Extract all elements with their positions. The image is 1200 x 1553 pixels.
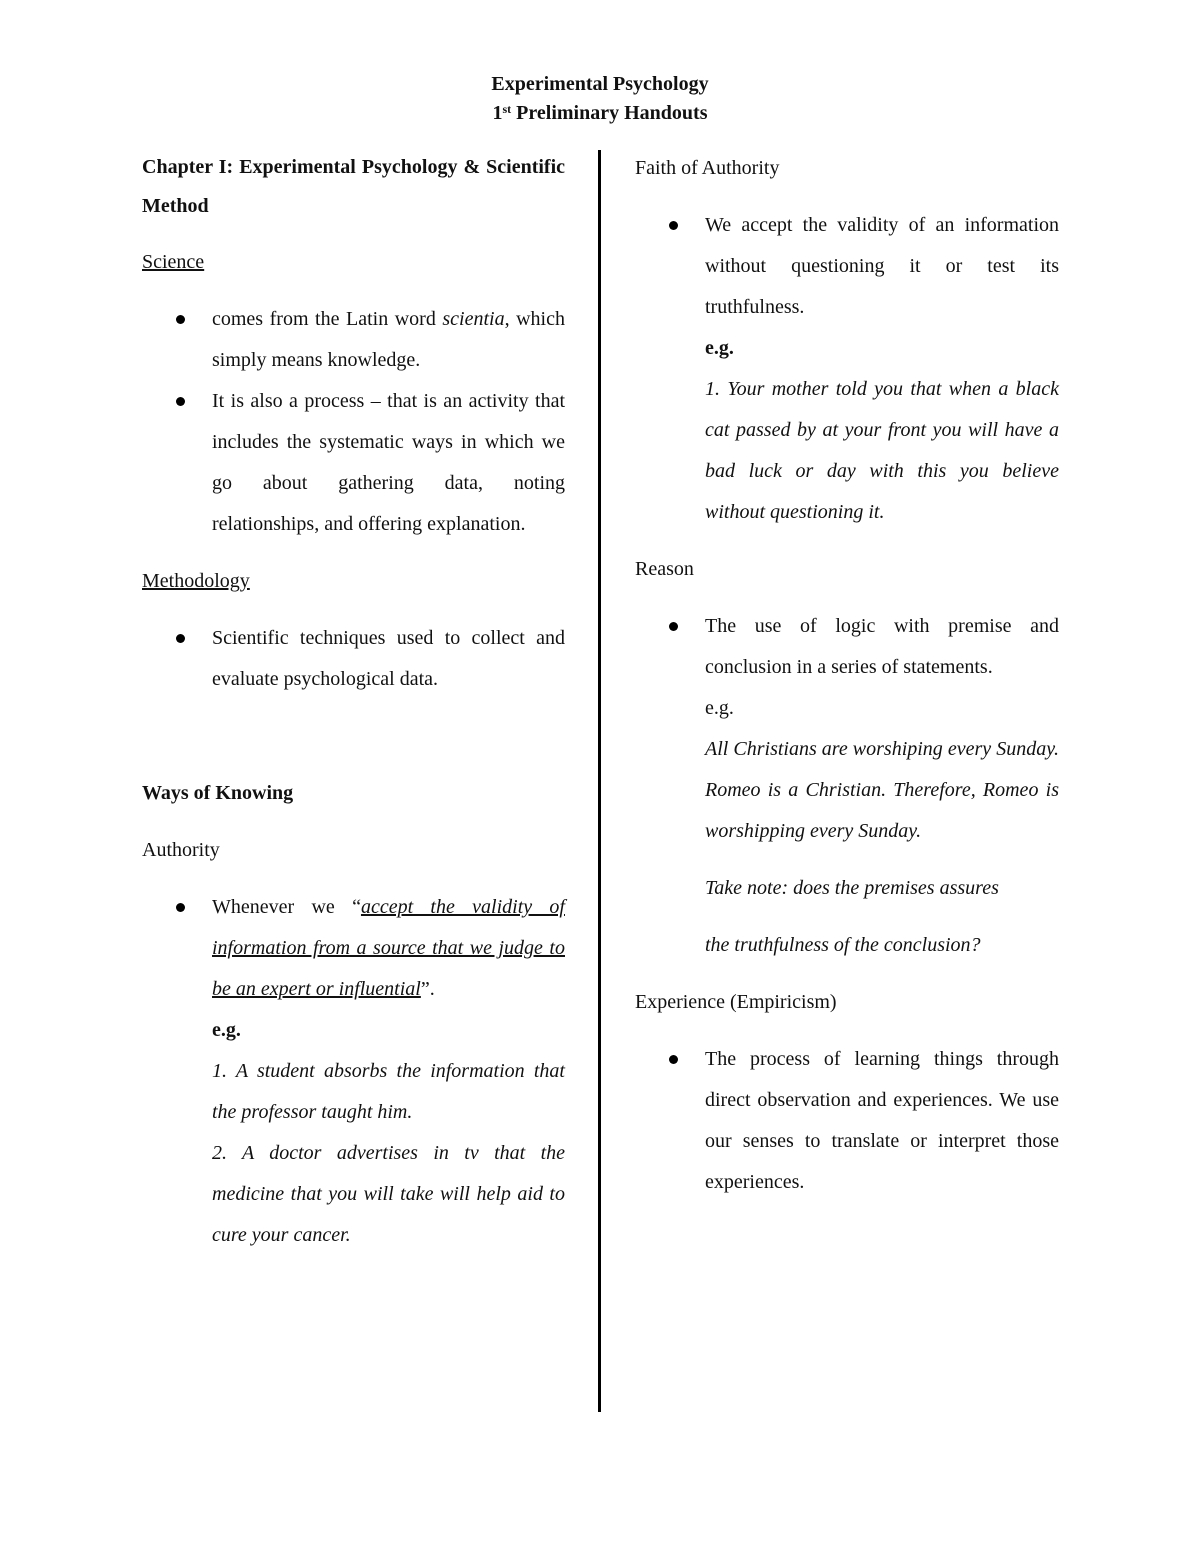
section-heading-science: Science (142, 251, 205, 273)
example-label: e.g. (705, 697, 734, 719)
list-item: comes from the Latin word scientia, which simply means knowledge. (142, 299, 565, 381)
list-item: The use of logic with premise and conclusion in a series of statements. (635, 606, 1059, 688)
left-column (142, 148, 565, 1256)
note-text: the truthfulness of the conclusion? (705, 934, 981, 956)
bullet-icon (176, 397, 185, 406)
list-item: The process of learning things through direct observation and experiences. We use our senses to translate or interpret those experiences. (635, 1039, 1059, 1203)
latin-term: scientia (442, 308, 505, 330)
list-item: It is also a process – that is an activity that includes the systematic ways in which we go about gathering data, noting relationships, and offering explanation. (142, 381, 565, 545)
bullet-icon (669, 1055, 678, 1064)
subheading-reason: Reason (635, 558, 694, 580)
note-text: Take note: does the premises assures (705, 877, 999, 899)
document-title: Experimental Psychology (491, 73, 709, 95)
subtitle-number: 1 (492, 102, 503, 124)
section-heading-ways-of-knowing: Ways of Knowing (142, 782, 294, 804)
right-column (635, 148, 1059, 1203)
subtitle-text: Preliminary Handouts (511, 102, 708, 124)
document-subtitle (0, 99, 1200, 128)
list-item: We accept the validity of an information without questioning it or test its truthfulness. (635, 205, 1059, 328)
quoted-definition: accept the validity of information from a source that we judge to be an expert or influential (212, 896, 565, 1000)
example-text: All Christians are worshiping every Sunday. Romeo is a Christian. Therefore, Romeo is worshipping every Sunday. (705, 738, 1059, 842)
subheading-authority: Authority (142, 839, 220, 861)
subheading-faith-of-authority: Faith of Authority (635, 157, 780, 179)
example-text: 1. A student absorbs the information that the professor taught him. (212, 1060, 565, 1123)
subtitle-ordinal-suffix: st (502, 102, 512, 116)
bullet-icon (669, 622, 678, 631)
example-text: 1. Your mother told you that when a black cat passed by at your front you will have a bad luck or day with this you believe without questioning it. (705, 378, 1059, 523)
chapter-title: Chapter I: Experimental Psychology & Scientific Method (142, 156, 565, 217)
list-item: Scientific techniques used to collect and evaluate psychological data. (142, 618, 565, 700)
bullet-icon (176, 315, 185, 324)
list-item: Whenever we “accept the validity of information from a source that we judge to be an expert or influential”. (142, 887, 565, 1010)
bullet-icon (669, 221, 678, 230)
column-divider (598, 150, 601, 1412)
document-header (0, 70, 1200, 128)
example-label: e.g. (212, 1019, 241, 1041)
example-label: e.g. (705, 337, 734, 359)
bullet-icon (176, 903, 185, 912)
subheading-experience: Experience (Empiricism) (635, 991, 837, 1013)
example-text: 2. A doctor advertises in tv that the medicine that you will take will help aid to cure your cancer. (212, 1142, 565, 1246)
bullet-icon (176, 634, 185, 643)
section-heading-methodology: Methodology (142, 570, 250, 592)
